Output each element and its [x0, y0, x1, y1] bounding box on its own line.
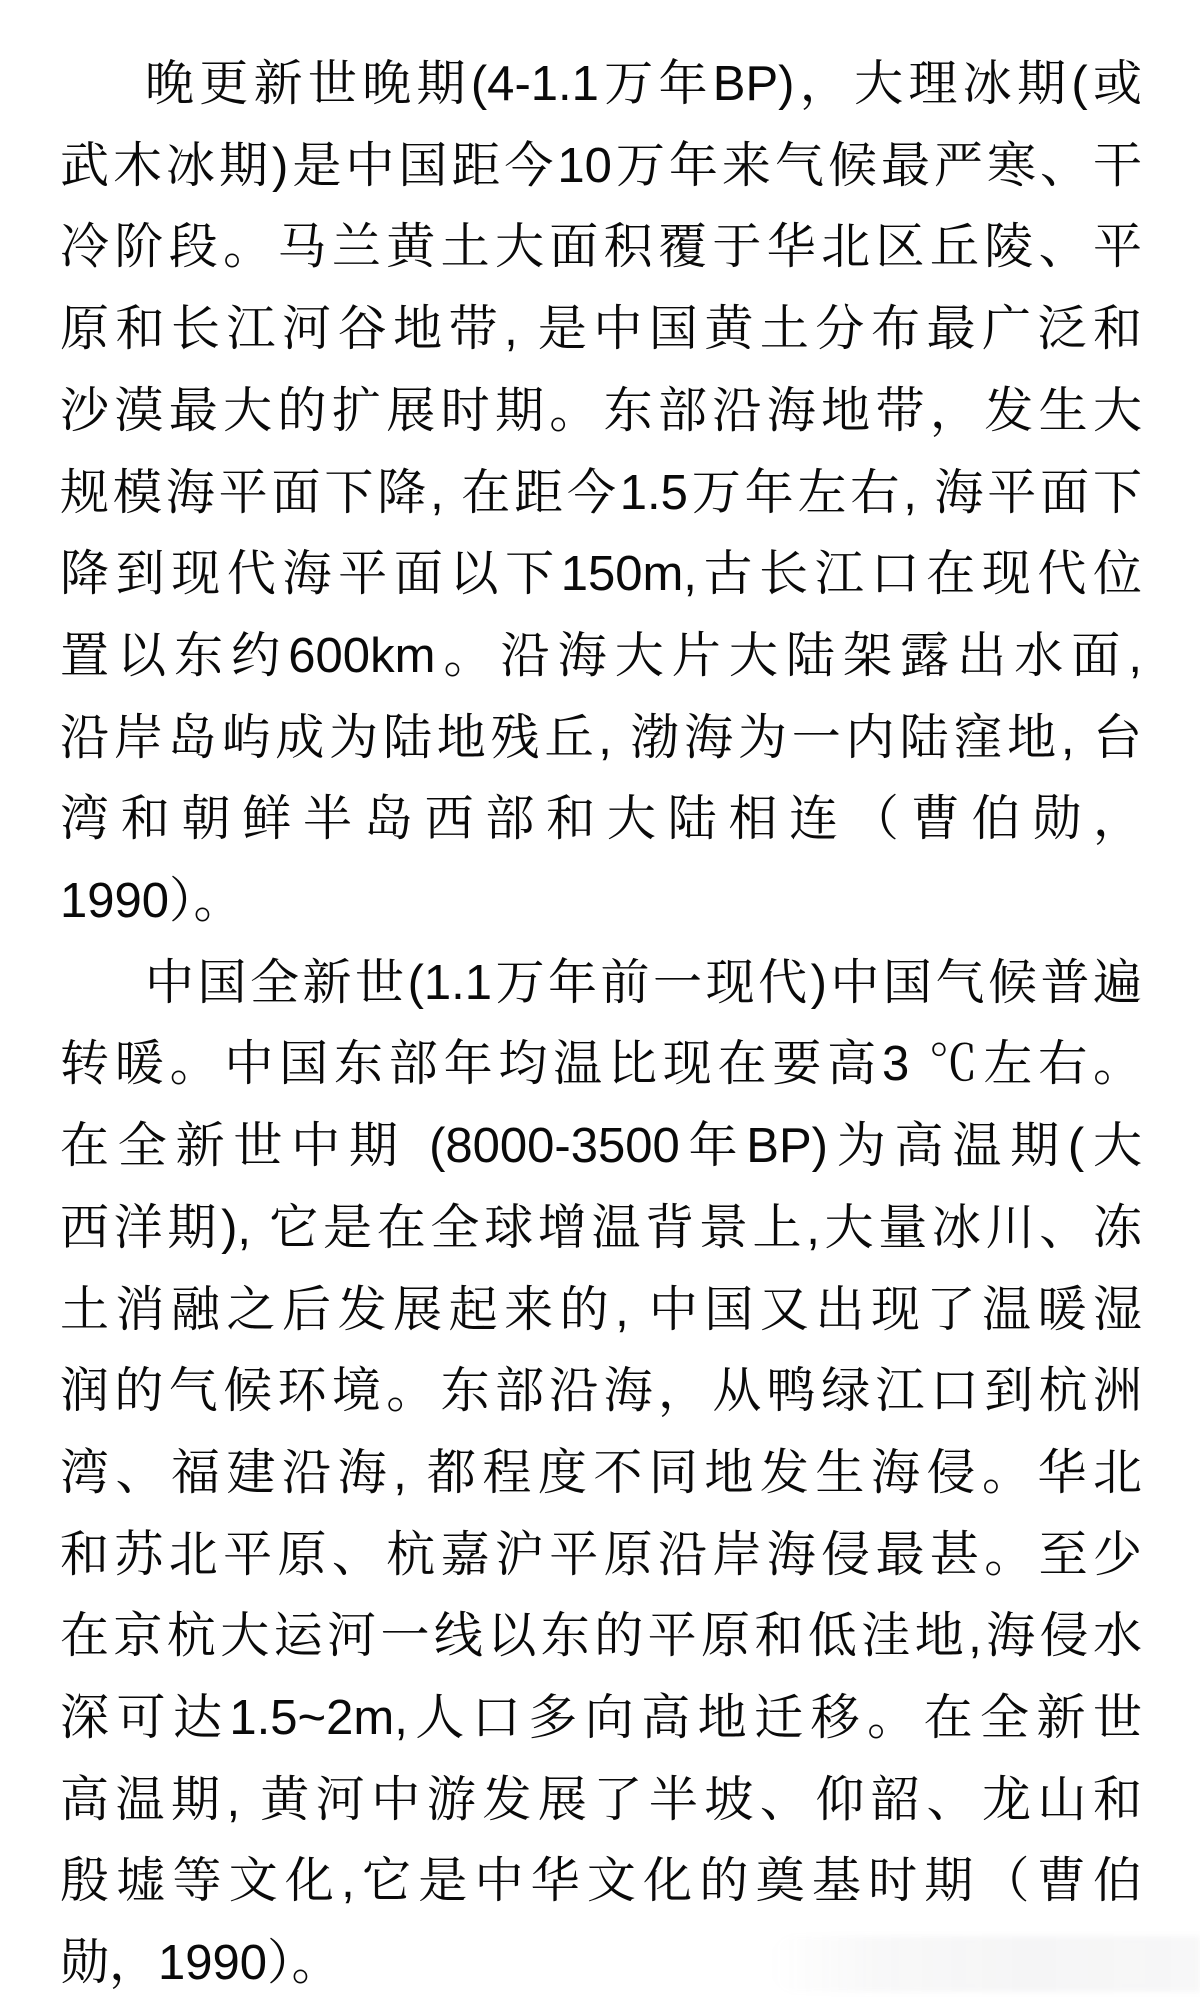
- text-line: 规模海平面下降, 在距今1.5万年左右, 海平面下: [60, 465, 1142, 520]
- text-line: 高温期, 黄河中游发展了半坡、仰韶、龙山和: [60, 1772, 1142, 1827]
- text-line: 勋，1990）。: [60, 1936, 341, 1991]
- text-line: 在全新世中期 (8000-3500年BP)为高温期(大: [60, 1119, 1142, 1174]
- text-line: 在京杭大运河一线以东的平原和低洼地,海侵水: [60, 1609, 1142, 1664]
- paragraph: [60, 44, 1142, 943]
- text-line: 湾、福建沿海, 都程度不同地发生海侵。华北: [60, 1445, 1142, 1500]
- text-line: 土消融之后发展起来的, 中国又出现了温暖湿: [60, 1282, 1142, 1337]
- text-line: 和苏北平原、杭嘉沪平原沿岸海侵最甚。至少: [60, 1527, 1142, 1582]
- text-line: 深可达1.5~2m,人口多向高地迁移。在全新世: [60, 1691, 1142, 1746]
- text-line: 1990）。: [60, 874, 243, 929]
- paragraph: [60, 943, 1142, 2005]
- text-line: 西洋期), 它是在全球增温背景上,大量冰川、冻: [60, 1200, 1142, 1255]
- text-line: 沿岸岛屿成为陆地残丘, 渤海为一内陆窪地, 台: [60, 710, 1142, 765]
- article-text: [60, 44, 1142, 2005]
- text-line: 转暖。中国东部年均温比现在要高3 ℃左右。: [60, 1037, 1142, 1092]
- text-line: 降到现代海平面以下150m,古长江口在现代位: [60, 547, 1142, 602]
- bottom-right-overlay: [768, 1936, 1200, 1992]
- text-line: 湾和朝鲜半岛西部和大陆相连（曹伯勋，: [60, 792, 1142, 847]
- text-line: 沙漠最大的扩展时期。东部沿海地带，发生大: [60, 383, 1142, 438]
- text-line: 殷墟等文化,它是中华文化的奠基时期（曹伯: [60, 1854, 1142, 1909]
- text-line: 置以东约600km。沿海大片大陆架露出水面,: [60, 628, 1142, 683]
- text-line: 武木冰期)是中国距今10万年来气候最严寒、干: [60, 138, 1142, 193]
- text-line: 润的气候环境。东部沿海，从鸭绿江口到杭洲: [60, 1364, 1142, 1419]
- text-line: 中国全新世(1.1万年前一现代)中国气候普遍: [145, 955, 1142, 1010]
- text-line: 原和长江河谷地带, 是中国黄土分布最广泛和: [60, 302, 1142, 357]
- text-line: 冷阶段。马兰黄土大面积覆于华北区丘陵、平: [60, 220, 1142, 275]
- text-line: 晚更新世晚期(4-1.1万年BP)，大理冰期(或: [145, 57, 1142, 111]
